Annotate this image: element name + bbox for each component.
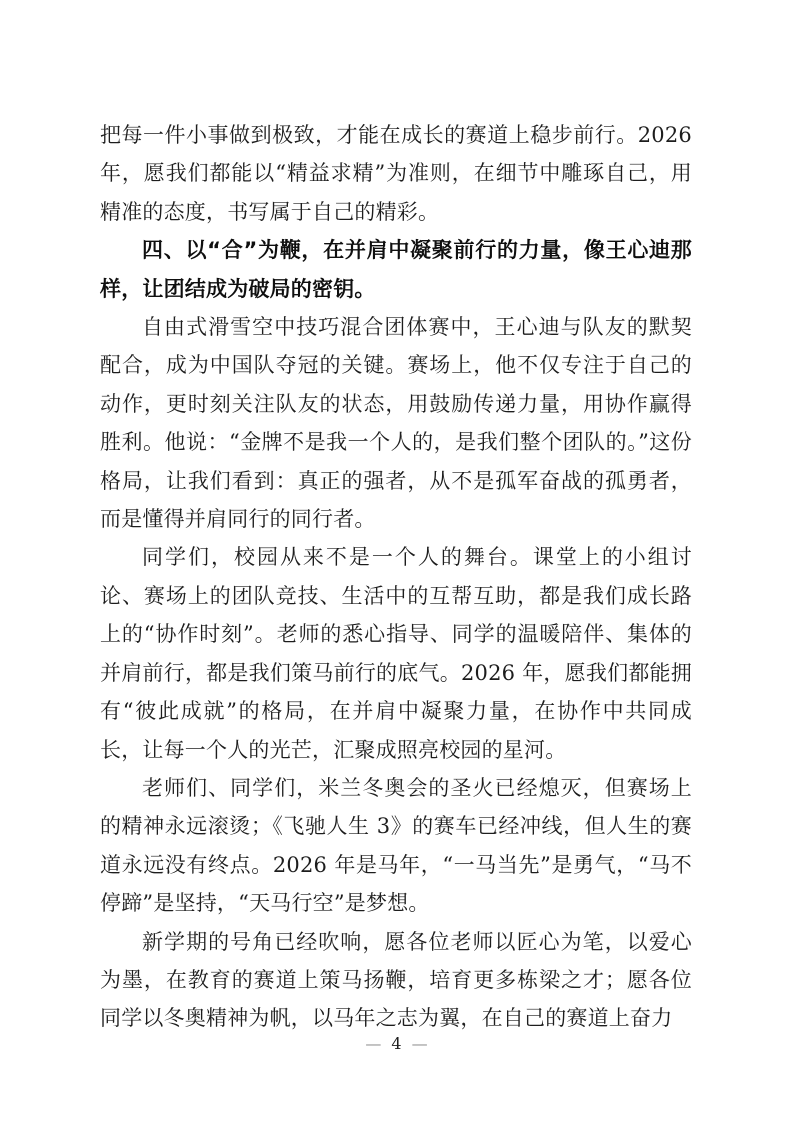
paragraph-continued: 把每一件小事做到极致，才能在成长的赛道上稳步前行。2026 年，愿我们都能以“精益求精”为准则，在细节中雕琢自己，用精准的态度，书写属于自己的精彩。 — [100, 123, 692, 224]
paragraph: 老师们、同学们，米兰冬奥会的圣火已经熄灭，但赛场上的精神永远滚烫；《飞驰人生 3》的赛车已经冲线，但人生的赛道永远没有终点。2026 年是马年，“一马当先”是勇气，“马不停蹄”是坚持，“天马行空”是梦想。 — [100, 775, 692, 916]
page-footer — [0, 1033, 793, 1055]
document-body — [100, 116, 692, 1038]
section-heading: 四、以“合”为鞭，在并肩中凝聚前行的力量，像王心迪那样，让团结成为破局的密钥。 — [100, 238, 692, 301]
page-number: 4 — [391, 1034, 402, 1053]
paragraph: 同学们，校园从来不是一个人的舞台。课堂上的小组讨论、赛场上的团队竞技、生活中的互帮互助，都是我们成长路上的“协作时刻”。老师的悉心指导、同学的温暖陪伴、集体的并肩前行，都是我们策马前行的底气。2026 年，愿我们都能拥有“彼此成就”的格局，在并肩中凝聚力量，在协作中共同成长，让每一个人的光芒，汇聚成照亮校园的星河。 — [100, 545, 692, 762]
paragraph: 自由式滑雪空中技巧混合团体赛中，王心迪与队友的默契配合，成为中国队夺冠的关键。赛场上，他不仅专注于自己的动作，更时刻关注队友的状态，用鼓励传递力量，用协作赢得胜利。他说：“金牌不是我一个人的，是我们整个团队的。”这份格局，让我们看到：真正的强者，从不是孤军奋战的孤勇者，而是懂得并肩同行的同行者。 — [100, 315, 692, 532]
page-number-dash-left: — — [365, 1034, 382, 1053]
paragraph: 新学期的号角已经吹响，愿各位老师以匠心为笔，以爱心为墨，在教育的赛道上策马扬鞭，培育更多栋梁之才；愿各位同学以冬奥精神为帆，以马年之志为翼，在自己的赛道上奋力 — [100, 929, 692, 1031]
page-number-dash-right: — — [411, 1034, 428, 1053]
